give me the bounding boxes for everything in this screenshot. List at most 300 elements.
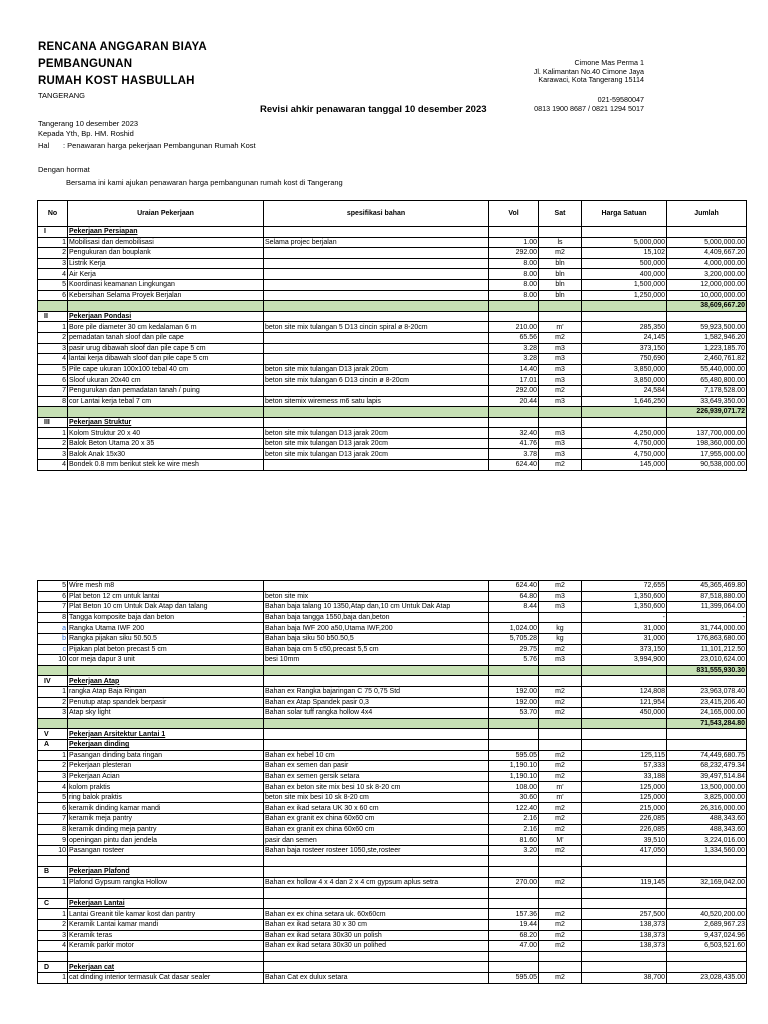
- section-row: [38, 417, 747, 428]
- subtotal-row: [38, 665, 747, 676]
- table-row: [38, 332, 747, 343]
- cell-spesifikasi: Bahan ex semen gersik setara: [264, 771, 489, 782]
- cell-no: 4: [38, 941, 68, 952]
- cell-spesifikasi: Bahan ex ex china setara uk. 60x60cm: [264, 909, 489, 920]
- cell-spesifikasi: Bahan Cat ex dulux setara: [264, 972, 489, 983]
- cell-sat: m3: [539, 428, 582, 439]
- table-row: [38, 581, 747, 592]
- cell-uraian: Kebersihan Selama Proyek Berjalan: [68, 290, 264, 301]
- section-row: [38, 867, 747, 878]
- cell-vol: 210.00: [489, 322, 539, 333]
- cell-harga-satuan: [582, 898, 667, 909]
- table-row: [38, 972, 747, 983]
- cell-sat: m3: [539, 364, 582, 375]
- cell-spesifikasi: pasir dan semen: [264, 835, 489, 846]
- cell-harga-satuan: [582, 888, 667, 899]
- table-body: [38, 227, 747, 471]
- table-row: [38, 814, 747, 825]
- cell-sat: m2: [539, 877, 582, 888]
- cell-uraian: Kolom Struktur 20 x 40: [68, 428, 264, 439]
- cell-harga-satuan: 138,373: [582, 930, 667, 941]
- cell-uraian: Pekerjaan Plafond: [68, 867, 264, 878]
- cell-uraian: ring balok praktis: [68, 792, 264, 803]
- table-header-row: [38, 201, 747, 227]
- cell-harga-satuan: 24,145: [582, 332, 667, 343]
- cell-sat: [539, 612, 582, 623]
- table-row: [38, 237, 747, 248]
- cell-spesifikasi: Bahan ex ikad setara 30 x 30 cm: [264, 920, 489, 931]
- cell-spesifikasi: [264, 279, 489, 290]
- cell-jumlah: 488,343.60: [667, 814, 747, 825]
- section-row: [38, 311, 747, 322]
- cell-spesifikasi: beton sitemix wiremess m6 satu lapis: [264, 396, 489, 407]
- cell-jumlah: 23,028,435.00: [667, 972, 747, 983]
- cell-jumlah: 1,223,185.70: [667, 343, 747, 354]
- cell-uraian: cor meja dapur 3 unit: [68, 655, 264, 666]
- cell-sat: m2: [539, 845, 582, 856]
- cell-spesifikasi: [264, 354, 489, 365]
- cell-uraian: [68, 951, 264, 962]
- cell-harga-satuan: [582, 417, 667, 428]
- cell-sat: m2: [539, 814, 582, 825]
- cell-sat: m3: [539, 396, 582, 407]
- cell-spesifikasi: [264, 460, 489, 471]
- cell-no: 4: [38, 354, 68, 365]
- cell-no: 4: [38, 460, 68, 471]
- cell-no: 6: [38, 375, 68, 386]
- cell-no: [38, 301, 68, 312]
- cell-jumlah: 26,316,000.00: [667, 803, 747, 814]
- cell-sat: m2: [539, 581, 582, 592]
- table-row: [38, 686, 747, 697]
- cell-uraian: Tangga komposite baja dan beton: [68, 612, 264, 623]
- cell-jumlah: 23,010,624.00: [667, 655, 747, 666]
- table-row: [38, 845, 747, 856]
- cell-vol: 8.00: [489, 269, 539, 280]
- cell-spesifikasi: [264, 676, 489, 687]
- cell-uraian: Keramik Lantai kamar mandi: [68, 920, 264, 931]
- cell-uraian: Keramik teras: [68, 930, 264, 941]
- cell-uraian: Pile cape ukuran 100x100 tebal 40 cm: [68, 364, 264, 375]
- cell-sat: m2: [539, 803, 582, 814]
- cell-harga-satuan: 257,500: [582, 909, 667, 920]
- cell-jumlah: 137,700,000.00: [667, 428, 747, 439]
- cell-harga-satuan: 4,750,000: [582, 449, 667, 460]
- cell-spesifikasi: besi 10mm: [264, 655, 489, 666]
- cell-spesifikasi: Bahan ex hollow 4 x 4 dan 2 x 4 cm gypsum aplus setra: [264, 877, 489, 888]
- cell-sat: m2: [539, 332, 582, 343]
- cell-uraian: keramik dinding meja pantry: [68, 824, 264, 835]
- cell-uraian: [68, 718, 264, 729]
- cell-vol: 122.40: [489, 803, 539, 814]
- cell-sat: m3: [539, 591, 582, 602]
- cell-no: 5: [38, 279, 68, 290]
- cell-harga-satuan: 24,584: [582, 385, 667, 396]
- cell-uraian: [68, 407, 264, 418]
- cell-uraian: Pekerjaan Arsitektur Lantai 1: [68, 729, 264, 740]
- cell-jumlah: 11,399,064.00: [667, 602, 747, 613]
- cell-spesifikasi: Bahan ex granit ex china 60x60 cm: [264, 824, 489, 835]
- cell-sat: m3: [539, 375, 582, 386]
- company-phone: [534, 96, 644, 113]
- cell-spesifikasi: Bahan baja cm 5 c50,precast 5,5 cm: [264, 644, 489, 655]
- cell-no: D: [38, 962, 68, 973]
- cell-no: 10: [38, 655, 68, 666]
- cell-harga-satuan: 119,145: [582, 877, 667, 888]
- cell-no: 2: [38, 920, 68, 931]
- cell-spesifikasi: beton site mix tulangan D13 jarak 20cm: [264, 438, 489, 449]
- cell-vol: 3.20: [489, 845, 539, 856]
- cell-spesifikasi: [264, 867, 489, 878]
- cell-spesifikasi: [264, 385, 489, 396]
- cell-vol: [489, 301, 539, 312]
- cell-spesifikasi: [264, 581, 489, 592]
- cell-spesifikasi: Bahan baja rosteer rosteer 1050,ste,rosteer: [264, 845, 489, 856]
- cell-uraian: Rangka pijakan siku 50.50.5: [68, 633, 264, 644]
- table-row: [38, 644, 747, 655]
- cell-sat: m2: [539, 385, 582, 396]
- cell-jumlah: 32,169,042.00: [667, 877, 747, 888]
- section-row: [38, 676, 747, 687]
- cell-vol: [489, 612, 539, 623]
- cell-no: 10: [38, 845, 68, 856]
- cell-vol: 624.40: [489, 460, 539, 471]
- cell-spesifikasi: beton site mix tulangan D13 jarak 20cm: [264, 428, 489, 439]
- table-row: [38, 856, 747, 867]
- cell-jumlah: 65,480,800.00: [667, 375, 747, 386]
- cell-vol: 3.28: [489, 354, 539, 365]
- cell-harga-satuan: 15,102: [582, 248, 667, 259]
- cell-vol: 32.40: [489, 428, 539, 439]
- cell-no: c: [38, 644, 68, 655]
- cost-table-part-2: [37, 580, 747, 984]
- cell-sat: bln: [539, 279, 582, 290]
- cell-no: a: [38, 623, 68, 634]
- section-row: [38, 739, 747, 750]
- cell-sat: kg: [539, 623, 582, 634]
- cell-sat: m2: [539, 686, 582, 697]
- subtotal-row: [38, 301, 747, 312]
- cell-vol: [489, 718, 539, 729]
- table-row: [38, 803, 747, 814]
- table-row: [38, 460, 747, 471]
- cell-harga-satuan: 750,690: [582, 354, 667, 365]
- cell-harga-satuan: 57,333: [582, 761, 667, 772]
- cell-spesifikasi: [264, 227, 489, 238]
- cell-harga-satuan: [582, 718, 667, 729]
- cell-vol: 14.40: [489, 364, 539, 375]
- cell-no: 1: [38, 877, 68, 888]
- cell-spesifikasi: [264, 332, 489, 343]
- cell-uraian: Balok Beton Utama 20 x 35: [68, 438, 264, 449]
- cell-vol: 2.16: [489, 814, 539, 825]
- cell-vol: 192.00: [489, 686, 539, 697]
- cell-uraian: Pengurukan dan pemadatan tanah / puing: [68, 385, 264, 396]
- cell-sat: M': [539, 835, 582, 846]
- cell-uraian: keramik meja pantry: [68, 814, 264, 825]
- cell-vol: 8.44: [489, 602, 539, 613]
- cell-harga-satuan: 215,000: [582, 803, 667, 814]
- cell-vol: [489, 739, 539, 750]
- cell-no: IV: [38, 676, 68, 687]
- cell-jumlah: 24,165,000.00: [667, 708, 747, 719]
- cell-harga-satuan: 125,000: [582, 792, 667, 803]
- cell-sat: m2: [539, 920, 582, 931]
- cell-spesifikasi: [264, 856, 489, 867]
- cell-no: [38, 888, 68, 899]
- cell-spesifikasi: Bahan solar tuff rangka hollow 4x4: [264, 708, 489, 719]
- table-row: [38, 697, 747, 708]
- cell-sat: [539, 739, 582, 750]
- header-sat: Sat: [539, 201, 582, 227]
- cell-harga-satuan: 124,808: [582, 686, 667, 697]
- cell-jumlah: 33,649,350.00: [667, 396, 747, 407]
- cell-harga-satuan: 5,000,000: [582, 237, 667, 248]
- cell-jumlah: 45,365,469.80: [667, 581, 747, 592]
- cell-harga-satuan: 373,150: [582, 343, 667, 354]
- cell-jumlah: [667, 951, 747, 962]
- cell-jumlah: 23,415,206.40: [667, 697, 747, 708]
- cell-no: 2: [38, 761, 68, 772]
- cell-sat: m2: [539, 248, 582, 259]
- cell-jumlah: 38,609,667.20: [667, 301, 747, 312]
- cell-harga-satuan: 226,085: [582, 814, 667, 825]
- cell-no: b: [38, 633, 68, 644]
- table-body: [38, 581, 747, 984]
- cell-sat: [539, 665, 582, 676]
- cell-uraian: Pijakan plat beton precast 5 cm: [68, 644, 264, 655]
- doc-title-line-2: PEMBANGUNAN: [38, 58, 133, 70]
- cell-spesifikasi: [264, 729, 489, 740]
- cell-vol: [489, 665, 539, 676]
- cell-jumlah: -: [667, 612, 747, 623]
- cell-uraian: Atap sky light: [68, 708, 264, 719]
- header-uraian: Uraian Pekerjaan: [68, 201, 264, 227]
- cell-uraian: Plat Beton 10 cm Untuk Dak Atap dan talang: [68, 602, 264, 613]
- cell-no: V: [38, 729, 68, 740]
- cell-spesifikasi: Bahan ex ikad setara UK 30 x 60 cm: [264, 803, 489, 814]
- table-row: [38, 375, 747, 386]
- cell-vol: 20.44: [489, 396, 539, 407]
- cell-sat: [539, 311, 582, 322]
- table-row: [38, 591, 747, 602]
- table-row: [38, 909, 747, 920]
- cell-jumlah: 4,409,667.20: [667, 248, 747, 259]
- header-jumlah: Jumlah: [667, 201, 747, 227]
- table-row: [38, 396, 747, 407]
- cell-spesifikasi: beton site mix: [264, 591, 489, 602]
- subject-text: : Penawaran harga pekerjaan Pembangunan Rumah Kost: [63, 141, 256, 150]
- cell-sat: m2: [539, 941, 582, 952]
- cell-vol: [489, 962, 539, 973]
- cell-vol: 8.00: [489, 258, 539, 269]
- cell-no: 7: [38, 602, 68, 613]
- cell-jumlah: 7,178,528.00: [667, 385, 747, 396]
- cell-vol: [489, 867, 539, 878]
- cell-sat: [539, 301, 582, 312]
- cell-no: 5: [38, 792, 68, 803]
- cell-vol: 5.76: [489, 655, 539, 666]
- cell-jumlah: 40,520,200.00: [667, 909, 747, 920]
- cell-no: II: [38, 311, 68, 322]
- subject-label: Hal: [38, 141, 50, 150]
- cell-vol: [489, 856, 539, 867]
- cell-vol: 8.00: [489, 290, 539, 301]
- cell-uraian: kolom praktis: [68, 782, 264, 793]
- cell-vol: 5,705.28: [489, 633, 539, 644]
- cell-sat: m2: [539, 708, 582, 719]
- cell-uraian: Plat beton 12 cm untuk lantai: [68, 591, 264, 602]
- cell-harga-satuan: [582, 227, 667, 238]
- cell-uraian: Pekerjaan Pondasi: [68, 311, 264, 322]
- table-row: [38, 708, 747, 719]
- table-row: [38, 951, 747, 962]
- cell-harga-satuan: 3,994,900: [582, 655, 667, 666]
- cell-sat: m2: [539, 460, 582, 471]
- cell-vol: 595.05: [489, 972, 539, 983]
- cost-table-part-1: [37, 200, 747, 471]
- table-row: [38, 655, 747, 666]
- cell-uraian: Balok Anak 15x30: [68, 449, 264, 460]
- cell-spesifikasi: [264, 301, 489, 312]
- cell-spesifikasi: [264, 407, 489, 418]
- header-vol: Vol: [489, 201, 539, 227]
- header-no: No: [38, 201, 68, 227]
- cell-jumlah: [667, 227, 747, 238]
- cell-uraian: [68, 856, 264, 867]
- cell-no: III: [38, 417, 68, 428]
- cell-sat: m2: [539, 972, 582, 983]
- cell-vol: 1.00: [489, 237, 539, 248]
- cell-no: 3: [38, 343, 68, 354]
- cell-spesifikasi: Bahan ex ikad setara 30x30 un polish: [264, 930, 489, 941]
- cell-harga-satuan: [582, 729, 667, 740]
- cell-vol: 157.36: [489, 909, 539, 920]
- cell-spesifikasi: Bahan ex Rangka bajaringan C 75 0,75 Std: [264, 686, 489, 697]
- cell-uraian: rangka Atap Baja Ringan: [68, 686, 264, 697]
- cell-no: [38, 718, 68, 729]
- cell-no: 1: [38, 237, 68, 248]
- cell-no: 4: [38, 269, 68, 280]
- cell-jumlah: 226,939,071.72: [667, 407, 747, 418]
- cell-sat: bln: [539, 258, 582, 269]
- cell-no: 1: [38, 909, 68, 920]
- table-row: [38, 612, 747, 623]
- cell-harga-satuan: 72,655: [582, 581, 667, 592]
- cell-harga-satuan: 3,850,000: [582, 375, 667, 386]
- cell-harga-satuan: 3,850,000: [582, 364, 667, 375]
- cell-no: [38, 407, 68, 418]
- cell-uraian: Pekerjaan cat: [68, 962, 264, 973]
- cell-harga-satuan: 1,646,250: [582, 396, 667, 407]
- table-row: [38, 888, 747, 899]
- cell-spesifikasi: Bahan ex semen dan pasir: [264, 761, 489, 772]
- cell-sat: m': [539, 792, 582, 803]
- cell-sat: ls: [539, 237, 582, 248]
- section-row: [38, 898, 747, 909]
- cell-sat: [539, 962, 582, 973]
- table-row: [38, 761, 747, 772]
- cell-spesifikasi: [264, 258, 489, 269]
- cell-sat: [539, 729, 582, 740]
- cell-no: 2: [38, 248, 68, 259]
- cell-uraian: pemadatan tanah sloof dan pile cape: [68, 332, 264, 343]
- cell-spesifikasi: [264, 888, 489, 899]
- cell-no: 1: [38, 428, 68, 439]
- cell-jumlah: 59,923,500.00: [667, 322, 747, 333]
- cell-no: [38, 856, 68, 867]
- cell-vol: 292.00: [489, 248, 539, 259]
- cell-spesifikasi: Selama projec berjalan: [264, 237, 489, 248]
- cell-harga-satuan: 138,373: [582, 941, 667, 952]
- cell-uraian: [68, 888, 264, 899]
- cell-jumlah: 39,497,514.84: [667, 771, 747, 782]
- cell-vol: 192.00: [489, 697, 539, 708]
- table-row: [38, 258, 747, 269]
- cell-harga-satuan: 125,115: [582, 750, 667, 761]
- cell-uraian: Pasangan rosteer: [68, 845, 264, 856]
- cell-sat: m': [539, 322, 582, 333]
- cell-spesifikasi: [264, 290, 489, 301]
- cell-jumlah: 68,232,479.34: [667, 761, 747, 772]
- address-line: Jl. Kalimantan No.40 Cimone Jaya: [533, 66, 644, 76]
- cell-no: C: [38, 898, 68, 909]
- cell-jumlah: 2,460,761.82: [667, 354, 747, 365]
- cell-harga-satuan: 500,000: [582, 258, 667, 269]
- cell-sat: m2: [539, 930, 582, 941]
- cell-jumlah: 12,000,000.00: [667, 279, 747, 290]
- cell-harga-satuan: [582, 665, 667, 676]
- table-row: [38, 792, 747, 803]
- cell-sat: [539, 676, 582, 687]
- cell-jumlah: 4,000,000.00: [667, 258, 747, 269]
- cell-vol: 53.70: [489, 708, 539, 719]
- cell-jumlah: 831,555,930.30: [667, 665, 747, 676]
- cell-spesifikasi: Bahan baja siku 50 b50.50,5: [264, 633, 489, 644]
- section-row: [38, 729, 747, 740]
- cell-sat: bln: [539, 290, 582, 301]
- cell-spesifikasi: Bahan baja talang 10 1350,Atap dan,10 cm Untuk Dak Atap: [264, 602, 489, 613]
- cell-no: 3: [38, 708, 68, 719]
- cell-no: 6: [38, 290, 68, 301]
- cell-jumlah: 176,863,680.00: [667, 633, 747, 644]
- cell-uraian: Wire mesh m8: [68, 581, 264, 592]
- cell-vol: [489, 676, 539, 687]
- cell-vol: 2.16: [489, 824, 539, 835]
- cell-uraian: Pengukuran dan bouplank: [68, 248, 264, 259]
- doc-title-line-3: RUMAH KOST HASBULLAH: [38, 75, 195, 87]
- cell-uraian: Penutup atap spandek berpasir: [68, 697, 264, 708]
- table-row: [38, 782, 747, 793]
- cell-jumlah: 31,744,000.00: [667, 623, 747, 634]
- cell-no: A: [38, 739, 68, 750]
- cell-vol: 47.00: [489, 941, 539, 952]
- cell-spesifikasi: [264, 248, 489, 259]
- cell-jumlah: 198,360,000.00: [667, 438, 747, 449]
- cell-spesifikasi: beton site mix besi 10 sk 8-20 cm: [264, 792, 489, 803]
- cell-jumlah: [667, 898, 747, 909]
- cell-spesifikasi: Bahan ex granit ex china 60x60 cm: [264, 814, 489, 825]
- cell-jumlah: 74,449,680.75: [667, 750, 747, 761]
- cell-uraian: Bondek 0.8 mm berikut stek ke wire mesh: [68, 460, 264, 471]
- cell-sat: m3: [539, 449, 582, 460]
- cell-harga-satuan: [582, 951, 667, 962]
- cell-spesifikasi: beton site mix tulangan 5 D13 cincin spiral ø 8-20cm: [264, 322, 489, 333]
- cell-spesifikasi: [264, 898, 489, 909]
- cell-harga-satuan: 31,000: [582, 623, 667, 634]
- cell-uraian: cat dinding interior termasuk Cat dasar sealer: [68, 972, 264, 983]
- section-row: [38, 962, 747, 973]
